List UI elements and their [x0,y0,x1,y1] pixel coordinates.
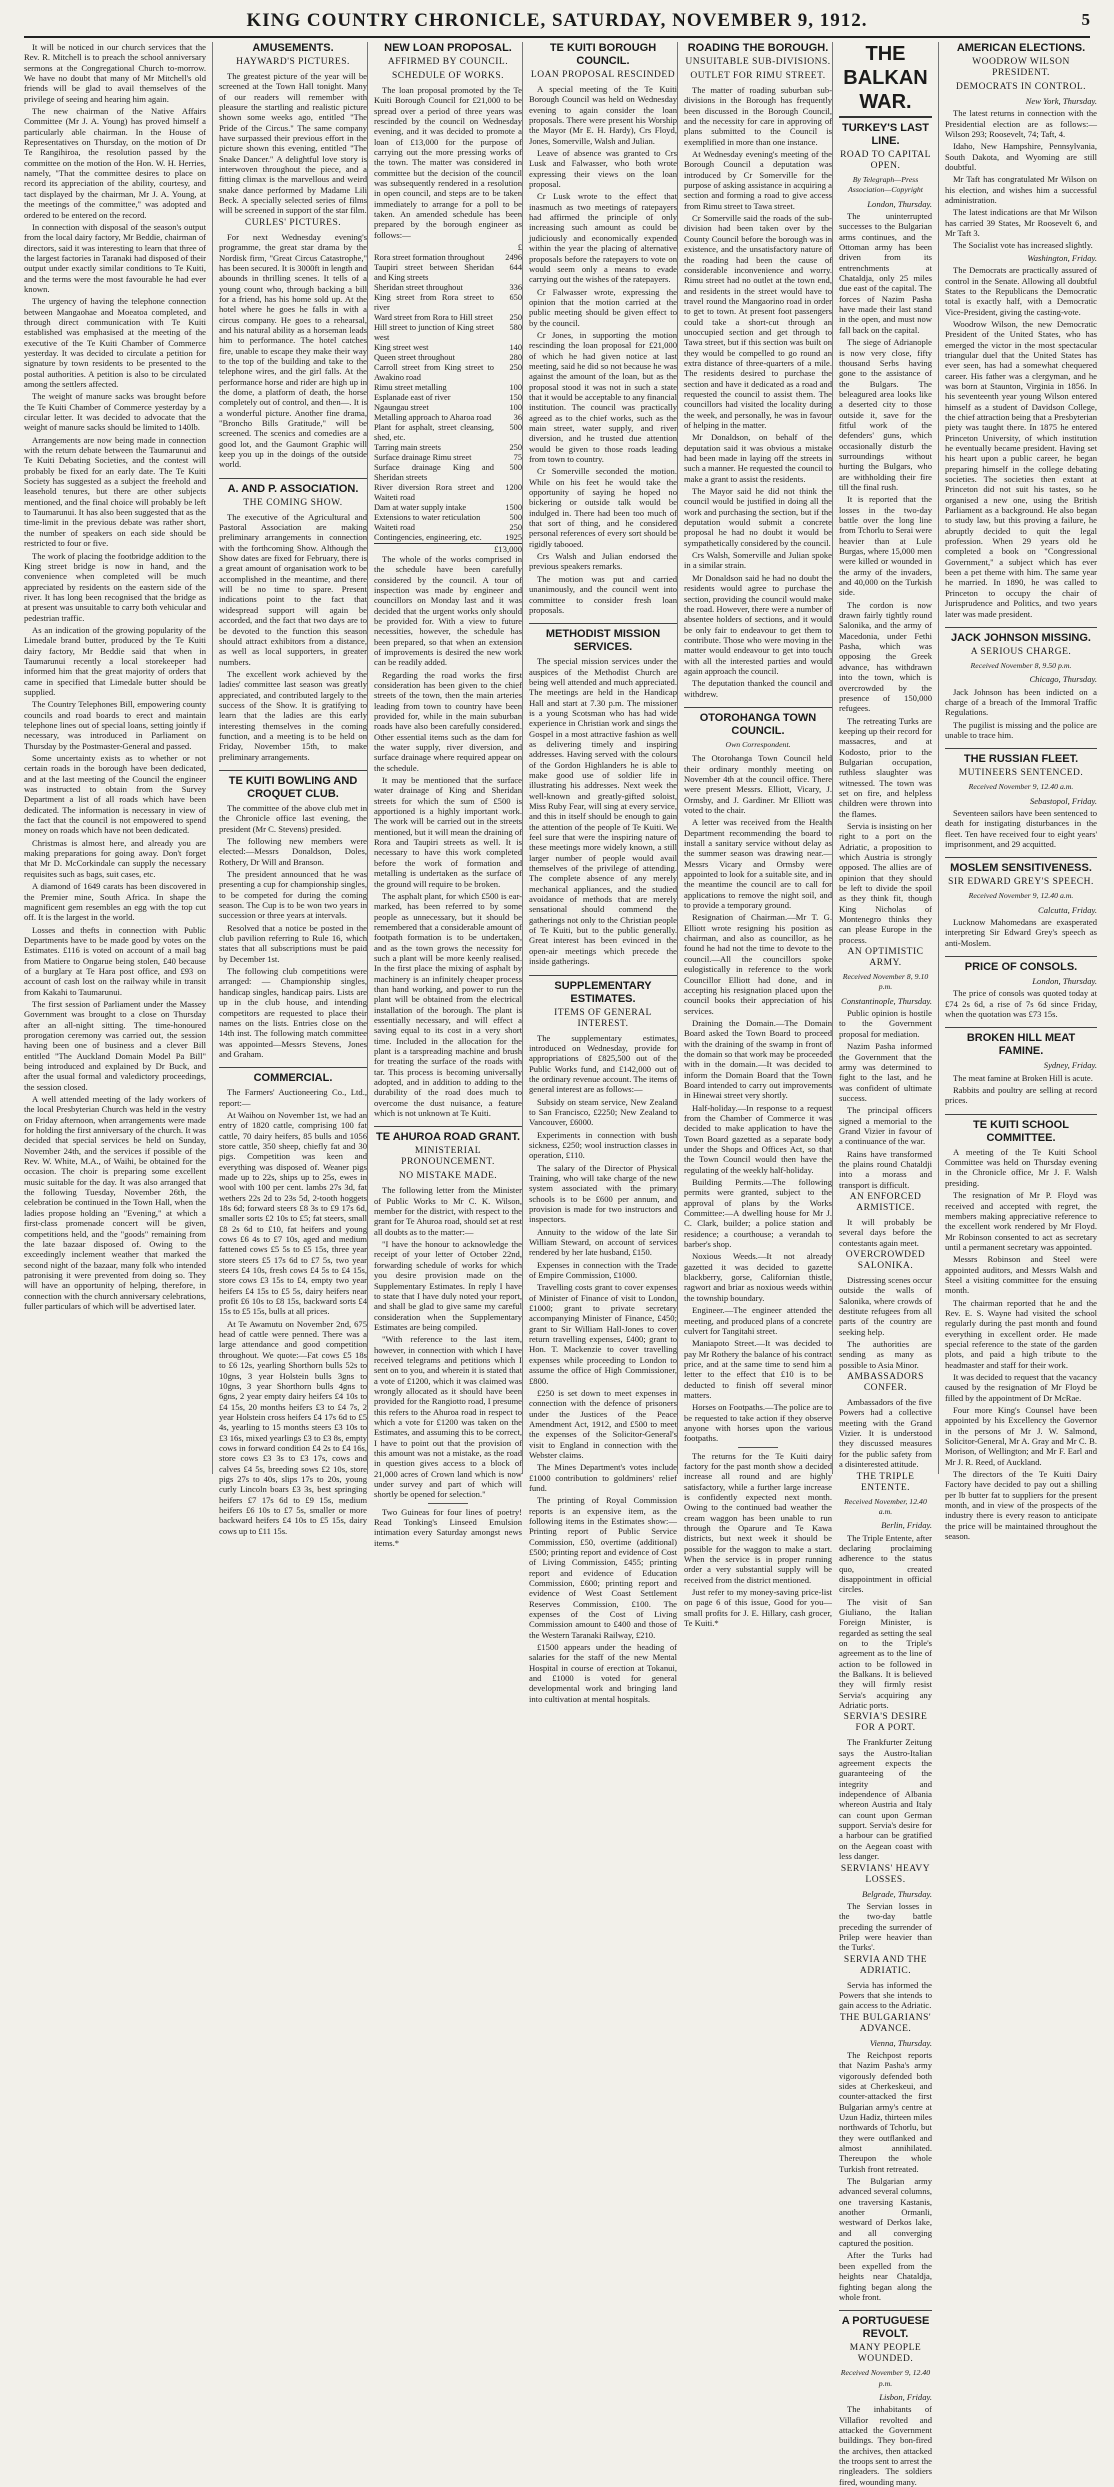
heading-jack-johnson: JACK JOHNSON MISSING. [945,627,1097,645]
paragraph: £1500 appears under the heading of salaries for the staff of the new Mental Hospital in course of erection at Tokanui, and £1000 is voted for general developmental work and bringing land into cultivation at mental hospitals. [529,1642,677,1704]
paragraph: The first session of Parliament under the Massey Government was brought to a close on Thursday after an all-night sitting. The time-honoured prorogation ceremony was carried out, the session having been one of business and a clever Bill entitled "The Auckland Domain Model Pa Bill" being introduced and explained by Dr Buck, and after the usual formal and valedictory proceedings, the session closed. [24,998,206,1092]
schedule-amount: 250 [509,312,522,322]
schedule-row [374,353,522,363]
schedule-amount: 280 [509,352,522,362]
sub-loan: AFFIRMED BY COUNCIL. [387,57,509,67]
paragraph: Travelling costs grant to cover expenses of Minister of Finance of visit to London, £1000; grant to private secretary accompanying Minister of Finance, £450; grant to Sir William Hall-Jones to cover return travelling expenses, £400; grant to Hon. T. Mackenzie to cover travelling expenses while proceeding to London to assume the office of High Commissioner, £800. [529,1282,677,1386]
schedule-row [374,323,522,343]
schedule-item: River diversion Rora street and Waiteti road [374,482,494,502]
schedule-row [374,523,522,533]
paragraph: Lucknow Mahomedans are exasperated interpreting Sir Edward Grey's speech as anti-Moslem. [945,917,1097,948]
paragraph: The visit of San Giuliano, the Italian Foreign Minister, is regarded as setting the seal on to the Triple's agreement as to the line of action to be followed in the Balkans. It is believed they will firmly resist Servia's acquiring any Adriatic ports. [839,1596,932,1711]
schedule-row [374,343,522,353]
paragraph: Public opinion is hostile to the Government proposal for mediation. [839,1008,932,1039]
paragraph: The Country Telephones Bill, empowering county councils and road boards to erect and maintain telephone lines out of special loans, setting jointly if necessary, was introduced in Parliament on Thursday by the Postmaster-General and passed. [24,699,206,751]
sub-hayward: HAYWARD'S PICTURES. [236,57,350,67]
masthead [24,8,1090,38]
heading-moslem: MOSLEM SENSITIVENESS. [945,857,1097,875]
schedule-item: Hill street to junction of King street west [374,322,494,342]
schedule-amount: 250 [509,362,522,372]
paragraph: The urgency of having the telephone connection between Mangaohae and Moeatoa completed, and through direct communication with Te Kuiti established was emphasised at the meeting of the executive of the Te Kuiti Chamber of Commerce yesterday. It was decided to circulate a petition for signature by town residents to be presented to the postal authorities. A petition is also to be circulated among the settlers affected. [24,296,206,389]
paragraph: The president announced that he was presenting a cup for championship singles, to be competed for during the coming season. The Cup is to be won two years in succession or three years at intervals. [219,869,367,921]
paragraph: The uninterrupted successes to the Bulgarian arms continues, and the Ottoman army has been driven from its entrenchments at Chataldja, only 25 miles due east of the capital. The forces of Nazim Pasha have made their last stand in the open, and must now fall back on the capital. [839,211,932,335]
paragraph: £250 is set down to meet expenses in connection with the defence of prisoners under the Justices of the Peace Amendment Act, 1912, and £500 to meet the expenses of the Solicitor-General's visit to England in connection with the Webster claims. [529,1387,677,1460]
paragraph: The greatest picture of the year will be screened at the Town Hall tonight. Many of our readers will remember with pleasure the startling and realistic picture shown some weeks ago, entitled "The Pride of the Circus." The same company have surpassed their previous effort in the picture shown this evening, entitled "The Snake Dancer." A delightful love story is interwoven throughout the piece, and a fitting climax is the marvellous and weird snake dance performed by Madame Lili Beck. A specially selected series of films will be screened in support of the star film. [219,71,367,216]
paragraph: Messrs Robinson and Steel were appointed auditors, and Messrs Walsh and Steel a visiting committee for the ensuing month. [945,1254,1097,1296]
dateline-ny: New York, Thursday. [1025,96,1097,106]
paragraph: The authorities are sending as many as possible to Asia Minor. [839,1339,932,1370]
schedule-item: Esplanade east of river [374,392,451,402]
portugal-received: Received November 9, 12.40 p.m. [840,2368,931,2388]
paragraph: The following new members were elected:—Messrs Donaldson, Doles, Rothery, Dr Will and Branson. [219,836,367,867]
newspaper-title: KING COUNTRY CHRONICLE, SATURDAY, NOVEMBER 9, 1912. [246,10,868,31]
sub-adriatic: SERVIA AND THE ADRIATIC. [843,1954,928,1976]
schedule-amount: 1200 [505,482,522,492]
column-1 [24,42,212,1474]
schedule-row [374,403,522,413]
schedule-row [374,533,522,543]
sub-democrats: DEMOCRATS IN CONTROL. [955,82,1087,92]
paragraph: Expenses in connection with the Trade of Empire Commission, £1000. [529,1259,677,1281]
schedule-amount: 250 [509,522,522,532]
heading-balkan-war: THE BALKAN WAR. [839,42,932,118]
sub-army: AN OPTIMISTIC ARMY. [847,947,924,969]
schedule-item: Ngaungau street [374,402,429,412]
paragraph: Noxious Weeds.—It not already gazetted it was decided to gazette blackberry, gorse, Californian thistle, ragwort and briar as noxious weeds within the township boundary. [684,1251,832,1303]
schedule-row [374,483,522,503]
paragraph: The Reichpost reports that Nazim Pasha's army vigorously defended both sides at Cherkeskeui, and counter-attacked the first Bulgarian army's centre at Uzun Hadiz, thirteen miles northwards of Tchorlu, but they were outflanked and almost annihilated. Thereupon the whole Turkish front retreated. [839,2049,932,2174]
sub-moslem: SIR EDWARD GREY'S SPEECH. [948,877,1094,888]
paragraph: The salary of the Director of Physical Training, who will take charge of the new system associated with the primary schools is to be £600 per annum, and provision is made for two instructors and inspectors. [529,1162,677,1225]
moslem-received: Received November 9, 12.40 a.m. [968,891,1074,901]
paragraph: Rains have transformed the plains round Chataldji into a morass and transport is difficult. [839,1148,932,1190]
paragraph: Annuity to the widow of the late Sir William Steward, on account of services rendered by her late husband, £150. [529,1226,677,1258]
schedule-item: Extensions to water reticulation [374,512,481,522]
paragraph: Leave of absence was granted to Crs Lusk and Falwasser, who both wrote expressing their views on the loan proposal. [529,148,677,190]
paragraph: The retreating Turks are keeping up their record for massacres, and at Kodosto, prior to the Bulgarian occupation, ruthless slaughter was witnessed. The town was set on fire, and helpless children were thrown into the flames. [839,715,932,819]
schedule-row [374,393,522,403]
paragraph: The following letter from the Minister of Public Works to Mr C. K. Wilson, member for the district, with respect to the grant for Te Ahuroa road, should set at rest all doubts as to the matter:— [374,1185,522,1237]
schedule-row [374,423,522,443]
sub-losses: SERVIANS' HEAVY LOSSES. [840,1863,931,1885]
dateline-belgrade: Belgrade, Thursday. [862,1888,932,1899]
schedule-row [374,453,522,463]
column-4 [522,42,683,1704]
paragraph: It may be mentioned that the surface water drainage of King and Sheridan streets for which the sum of £500 is apportioned is a highly important work. The work will be carried out in the streets mentioned, but it will mean the draining of Rora and Taupiri streets as well. It is necessary to have this work completed before the work of formation and metalling is undertaken as the surface of the ground will require to be broken. [374,775,522,889]
paragraph: A special meeting of the Te Kuiti Borough Council was held on Wednesday evening to again consider the loan proposals. There were present his Worship the Mayor (Mr E. H. Hardy), Crs Floyd, Jones, Somerville, Walsh and Julian. [529,84,677,146]
paragraph: The printing of Royal Commission reports is an expensive item, as the following items in the Estimates show:—Printing report of Public Service Commission, £50, overtime (additional) £500; printing report and evidence of Cost of Living Commission, £455; printing report and evidence of Education Commission, £600; printing report and evidence of West Coast Settlement Reserves Commission, £100. The expenses of the Cost of Living Commission amount to £400 and those of the Western Taranaki Railway, £210. [529,1495,677,1640]
paragraph: The Frankfurter Zeitung says the Austro-Italian agreement expects the guaranteeing of the integrity and independence of Albania whereon Austria and Italy can count upon German support. Servia's desire for a harbour can be gratified on the Aegean coast with less danger. [839,1737,932,1862]
paragraph: It will probably be several days before the contestants again meet. [839,1216,932,1248]
schedule-row [374,383,522,393]
paragraph: The Bulgarian army advanced several columns, one traversing Kastanis, another Ormanli, westward of Derkos lake, and all converging captured the position. [839,2176,932,2249]
heading-russian: THE RUSSIAN FLEET. [945,748,1097,766]
paragraph: It will be noticed in our church services that the Rev. R. Mitchell is to preach the school anniversary sermons at the Congregational Church to-morrow. We have no doubt that many of Mr Mitchell's old friends will be glad to avail themselves of the privilege of seeing and hearing him again. [24,42,206,104]
paragraph: The matter of roading suburban sub-divisions in the Borough has frequently been discussed in the Borough Council, and the necessity for care in approving of plans submitted to the Council is exemplified in more than one instance. [684,85,832,147]
american-text [945,108,1097,250]
dateline-constantinople: Constantinople, Thursday. [841,995,932,1006]
schedule-row [374,463,522,483]
paragraph: Ambassadors of the five Powers had a collective meeting with the Grand Vizier. It is understood they discussed measures for the public safety from a disinterested attitude. [839,1397,932,1470]
paragraph: Mr Donaldson, on behalf of the deputation said it was obvious a mistake had been made in laying off the streets in such a manner. He requested the council to make a grant to assist the residents. [684,432,832,484]
heading-methodist: METHODIST MISSION SERVICES. [529,623,677,654]
schedule-row [374,263,522,283]
loan-text [374,85,522,240]
heading-loan: NEW LOAN PROPOSAL. [384,42,512,54]
schedule-row [374,283,522,293]
schedule-amount: 650 [509,292,522,302]
schedule-item: Rimu street metalling [374,382,447,392]
paragraph: Cr Somerville seconded the motion. While on his feet he would take the opportunity of saying he hoped no bickering or outside talk would be indulged in. There had been too much of that sort of thing, and he considered personal references of every sort should be rigidly tabooed. [529,466,677,549]
schedule-row [374,413,522,423]
schedule-amount: 100 [509,402,522,412]
sub-roading: UNSUITABLE SUB-DIVISIONS. [685,57,831,67]
sub-ap: THE COMING SHOW. [243,497,343,508]
supplementary-text [529,1033,677,1705]
paragraph: Arrangements are now being made in connection with the return debate between the Taumarunui and Te Kuiti Debating Societies, and the contest will probably be fixed for an early date. The Te Kuiti Society has suggested as a subject the freehold and leasehold tenures, but there are other subjects mentioned, and the final choice will probably be left to Taumarunui. It has also been suggested that as the time-limit in the previous debate was rather short, the number of speakers on each side should be restricted to four or five. [24,434,206,549]
schedule-row [374,313,522,323]
paragraph: It is reported that the losses in the two-day battle over the long line from Tchorlu to Serai were heavier than at Lule Burgas, where 15,000 men were killed or wounded in the army of the invaders, and 40,000 on the Turkish side. [839,494,932,598]
sub-jack: A SERIOUS CHARGE. [970,646,1072,657]
schedule-amount: 500 [509,512,522,522]
paragraph: In connection with disposal of the season's output from the local dairy factory, Mr Beddie, chairman of directors, said it was interesting to learn that three of the largest factories in Taranaki had disposed of their output under exactly similar conditions to Te Kuiti, and the terms were the most favourable he had ever known. [24,221,206,294]
schedule-amount: 500 [509,422,522,432]
schedule-table [374,253,522,543]
dateline-chicago: Chicago, Thursday. [1029,674,1097,685]
schedule-amount: 580 [509,322,522,332]
heading-amusements: AMUSEMENTS. [252,42,334,54]
paragraph: Nazim Pasha informed the Government that the army was determined to fight to the last, and he was confident of ultimate success. [839,1041,932,1103]
schedule-amount: 250 [509,442,522,452]
schedule-item: Plant for asphalt, street cleansing, shed, etc. [374,422,494,442]
schedule-amount: 100 [509,382,522,392]
paragraph: A meeting of the Te Kuiti School Committee was held on Thursday evening in the Chronicle office, Mr J. F. Walsh presiding. [945,1146,1097,1188]
schedule-item: Rora street formation throughout [374,252,485,262]
paragraph: The special mission services under the auspices of the Methodist Church are being well attended and much appreciated. The meetings are held in the Handicap Hall and start at 7.30 p.m. The missioner is a young Scotsman who has had wide experience in Christian work and sings the Gospel in a most attractive fashion as well as delivering timely and inspiring addresses. Having served with the colours of the Gordon Highlanders he is able to make good use of soldier life in illustrating his addresses. Next week the well-known and greatly-gifted soloist, Miss Ruby Fear, will sing at every service, and this in itself should be enough to gain the attention of the people of Te Kuiti. We feel sure that were the inspiring nature of these meetings more widely known, a still larger number of people would avail themselves of the privilege of attending. The complete absence of any merely mechanical appliances, and the studied avoidance of methods that are merely sensational should commend the gatherings not only to the Christian people of Te Kuiti, but to the public generally. Great interest has been evinced in the open-air meetings which precede the inside gatherings. [529,656,677,967]
schedule-item: Taupiri street between Sheridan and King streets [374,262,494,282]
heading-american: AMERICAN ELECTIONS. [956,42,1086,54]
sub-entente: THE TRIPLE ENTENTE. [856,1471,915,1493]
paragraph: Cr Falwasser wrote, expressing the opinion that the motion carried at the public meeting should be given effect to by the council. [529,286,677,328]
paragraph: Resignation of Chairman.—Mr T. G. Elliott wrote resigning his position as chairman, and also as councillor, as he found he had not the time to devote to the council.—All the councillors spoke eulogistically in reference to the work Councillor Elliott had done, and in accepting his resignation placed upon the council books their appreciation of his services. [684,912,832,1016]
schedule-item: Dam at water supply intake [374,502,467,512]
paragraph: Christmas is almost here, and already you are making preparations for going away. Don't forget that Mr D. McCorkindale can supply the necessary requisites such as bags, suit cases, etc. [24,837,206,879]
paragraph: The price of consols was quoted today at £74 2s 6d, a rise of 7s 6d since Friday, when the quotation was £73 15s. [945,988,1097,1020]
moslem-text [945,917,1097,948]
paragraph: The latest returns in connection with the Presidential election are as follows:—Wilson 293; Roosevelt, 74; Taft, 4. [945,108,1097,140]
heading-turkey: TURKEY'S LAST LINE. [842,122,929,147]
paragraph: A letter was received from the Health Department recommending the board to install a sanitary service without delay as the summer season was drawing near.—Messrs Vicary and Ormsby were appointed to look for a suitable site, and in the meantime the council are to call for applications to remove the night soil, and to provide a temporary ground. [684,817,832,911]
schedule-item: Queen street throughout [374,352,455,362]
schedule-amount: 500 [509,462,522,472]
paragraph: The cordon is now drawn fairly tightly round Salonika, and the army of Macedonia, under Fethi Pasha, which was opposing the Greek advance, has withdrawn into the town, which is overcrowded by the presence of 150,000 refugees. [839,599,932,714]
paragraph: The latest indications are that Mr Wilson has carried 39 States, Mr Roosevelt 6, and Mr Taft 3. [945,207,1097,239]
heading-ap: A. AND P. ASSOCIATION. [219,478,367,496]
paragraph: The weight of manure sacks was brought before the Te Kuiti Chamber of Commerce yesterday by a circular letter. It was decided to advocate that the weight of manure sacks should be limited to 140lb. [24,391,206,433]
schedule-item: Waiteti road [374,522,415,532]
paragraph: Cr Lusk wrote to the effect that inasmuch as two meetings of ratepayers had affirmed the principle of only increasing such amount as could be judiciously and economically expended within the year the placing of alternative proposals before the ratepayers to vote on would seem only a means to evade carrying out the wishes of the ratepayers. [529,191,677,285]
heading-supplementary: SUPPLEMENTARY ESTIMATES. [529,975,677,1006]
paragraph: The Mayor said he did not think the council would be justified in doing all the work and purchasing the section, but if the deputation would submit a concrete proposal he had no doubt it would be sympathetically considered by the council. [684,486,832,548]
sub-aharoa: MINISTERIAL PRONOUNCEMENT. [401,1146,495,1168]
russ-received: Received November 9, 12.40 a.m. [968,782,1074,792]
heading-consols: PRICE OF CONSOLS. [945,956,1097,974]
sub-bulgarians: THE BULGARIANS' ADVANCE. [839,2012,932,2034]
paragraph: Rabbits and poultry are selling at record prices. [945,1085,1097,1106]
paragraph: The motion was put and carried unanimously, and the council went into committee to consider fresh loan proposals. [529,573,677,615]
paragraph: The following club competitions were arranged: — Championship singles, handicap singles, handicap pairs. Lists are up in the club house, and intending competitors are requested to place their names on the lists. Entries close on the 14th inst. The following match committee was appointed—Messrs Stevens, Jones and Graham. [219,966,367,1059]
sub-curles: CURLES' PICTURES. [244,217,342,228]
schedule-row [374,253,522,263]
paragraph: Mr Taft has congratulated Mr Wilson on his election, and wishes him a successful administration. [945,174,1097,206]
paragraph: The resignation of Mr P. Floyd was received and accepted with regret, the members making appreciative reference to the excellent work rendered by Mr Floyd. Mr Robinson consented to act as secretary until a permanent secretary was appointed. [945,1190,1097,1252]
paragraph: The executive of the Agricultural and Pastoral Association are making preliminary arrangements in connection with the forthcoming Show. Although the Show dates are fixed for February, there is a great amount of organisation work to be accomplished in the meantime, and there will be no time to spare. Present indications point to the fact that widespread support will again be accorded, and the fact that two days are to be devoted to the function this season should attract exhibitors from a distance, as well as local supporters, in greater numbers. [219,511,367,667]
heading-portugal: A PORTUGUESE REVOLT. [839,2310,932,2341]
methodist-text [529,656,677,966]
paragraph: Distressing scenes occur outside the walls of Salonika, where crowds of destitute refugees from all parts of the country are seeking help. [839,1275,932,1337]
paragraph: Resolved that a notice be posted in the club pavilion referring to Rule 16, which states that all subscriptions must be paid by December 1st. [219,922,367,964]
paragraph: The meat famine at Broken Hill is acute. [953,1072,1093,1083]
borough-text [529,84,677,615]
schedule-item: Metalling approach to Aharoa road [374,412,492,422]
paragraph: Servia is insisting on her right to a port on the Adriatic, a proposition to which Austria is strongly opposed. The allies are of opinion that they should be left to divide the spoil as they think fit, though King Nicholas of Montenegro thinks they can please Europe in the process. [839,820,932,945]
amusements-text [219,71,367,216]
paragraph: A diamond of 1649 carats has been discovered in the Premier mine, South Africa. In shape the magnificent gem resembles an egg with the top cut off. It is the largest in the world. [24,881,206,923]
bowling-text [219,803,367,1059]
sub-mistake: NO MISTAKE MADE. [398,1171,498,1182]
paragraph: Idaho, New Hampshire, Pennsylvania, South Dakota, and Wyoming are still doubtful. [945,141,1097,173]
dateline-sydney: Sydney, Friday. [1043,1060,1097,1071]
schedule-item: Ward street from Rora to Hill street [374,312,493,322]
schedule-row [374,363,522,383]
heading-school: TE KUITI SCHOOL COMMITTEE. [945,1114,1097,1145]
paragraph: Half-holiday.—In response to a request from the Chamber of Commerce it was decided to make application to have the Town Board gazetted as a separate body under the Shops and Offices Act, so that the Town Council would then have the regulating of the weekly half-holiday. [684,1102,832,1175]
sub-russian: MUTINEERS SENTENCED. [958,768,1084,779]
paragraph: Some uncertainty exists as to whether or not certain roads in the borough have been dedicated, and at the last meeting of the Council the engineer was instructed to obtain from the Survey Department a list of all roads which have been dedicated. The information is necessary in view of the fact that the council is not empowered to spend money on roads which have not been dedicated. [24,753,206,836]
dateline-lisbon: Lisbon, Friday. [879,2391,932,2402]
column-6 [832,42,938,2487]
paragraph: Crs Walsh and Julian endorsed the previous speakers remarks. [529,551,677,572]
consols-text [945,988,1097,1019]
paragraph: "I have the honour to acknowledge the receipt of your letter of October 22nd, forwarding schedule of works for which you desire provision made on the Supplementary Estimates. In reply I have to state that I have duly noted your report, and shall be glad to give same my careful consideration when the Supplementary Estimates are being compiled. [374,1239,522,1332]
paragraph: Regarding the road works the first consideration has been given to the chief streets of the town, then the main arteries leading from town to country have been provided for, while in the main suburban roads have also been carefully considered. Other essential items such as the dam for the water supply, river diversion, and surface drainage where required appear on the schedule. [374,669,522,773]
paragraph: Woodrow Wilson, the new Democratic President of the United States, who has emerged the victor in the most spectacular triangular duel that the United States has ever seen, has had a somewhat chequered career. His father was a clergyman, and he was born at Staunton, Virginia in 1856. In his seventeenth year young Wilson entered himself as a student of Davidson College, the chief attraction being that a Presbyterian piety was taught there. In 1875 he entered Princeton University, of which institution he eventually became president. Having set his heart upon a public career, he began preparing himself in the college debating societies. The societies then extant at Princeton did not suit his tastes, so he organised a new one, using the British Parliament as a background. He also began to study law, but this proving a failure, he abruptly decided to quit the legal profession. When 29 years old he completed a book on "Congressional Government," a subject which has ever been a pet theme with him. The same year he married. In 1890, he was called to Princeton to occupy the chair of Jurisprudence and Politics, and two years later was made president. [945,318,1097,619]
dateline-calcutta: Calcutta, Friday. [1038,904,1097,915]
paragraph: The loan proposal promoted by the Te Kuiti Borough Council for £21,000 to be spread over a period of three years was rescinded by the council on Wednesday evening, and it was decided to promote a loan of £13,000 for the purpose of carrying out the more pressing works of the town. The matter was considered in committee but the decision of the council was subsequently rendered in a resolution in open council, and steps are to be taken immediately to arrange for a poll to be taken. An amended schedule has been prepared by the borough engineer as follows:— [374,85,522,240]
aharoa-text [374,1185,522,1499]
loan-text-2 [374,554,522,1119]
paragraph: The deputation thanked the council and withdrew. [684,678,832,699]
schedule-row [374,443,522,453]
byline-press: By Telegraph—Press Association—Copyright [848,175,923,195]
sub-salonika: OVERCROWDED SALONIKA. [845,1250,926,1271]
paragraph: The new chairman of the Native Affairs Committee (Mr J. A. Young) has proved himself a particularly able chairman. In the House of Representatives on Thursday, on the motion of Dr Te Rangihiroa, the resolution passed by the committee on the motion of the Hon. W. H. Herries, namely, "That the committee desires to place on record its appreciation of the ability, courtesy, and tact displayed by the chairman, Mr J. A. Young, at the meetings of the committee," was adopted and ordered to be entered on the record. [24,106,206,220]
paragraph: Servia has informed the Powers that she intends to gain access to the Adriatic. [839,1979,932,2011]
schedule-row [374,503,522,513]
schedule-row [374,293,522,313]
paragraph: The Otorohanga Town Council held their ordinary monthly meeting on November 4th at the council office. There were present Messrs. Elliott, Vicary, J. Ormsby, and J. Gardiner. Mr Elliott was voted to the chair. [684,753,832,815]
paragraph: After the Turks had been expelled from the heights near Chataldja, fighting began along the whole front. [839,2250,932,2302]
sub-servia: SERVIA'S DESIRE FOR A PORT. [843,1712,928,1734]
paragraph: The Triple Entente, after declaring proclaiming adherence to the status quo, created disappointment in official circles. [839,1532,932,1595]
paragraph: Experiments in connection with bush sickness, £250; wool instruction classes in operation, £110. [529,1129,677,1161]
dairy-text [684,1451,832,1629]
heading-borough: TE KUITI BOROUGH COUNCIL. [549,42,657,67]
paragraph: The work of placing the footbridge addition to the King street bridge is now in hand, and the convenience when completed will be much appreciated by residents on the eastern side of the river. It has long been recognised that the bridge as at present was unsuitable to carry both vehicular and pedestrian traffic. [24,550,206,623]
paragraph: Building Permits.—The following permits were granted, subject to the approval of plans by the Works Committee:—A dwelling house for Mr J. C. Clark, builder; a police station and residence; a courthouse; a verandah to barber's shop. [684,1177,832,1250]
schedule-amount: 75 [513,452,522,462]
schedule-amount: 644 [509,262,522,272]
column-5 [677,42,838,1629]
sub-schedule: SCHEDULE OF WORKS. [391,71,504,81]
otorohanga-text [684,753,832,1443]
dateline-vienna: Vienna, Thursday. [869,2037,932,2048]
paragraph: Four more King's Counsel have been appointed by his Excellency the Governor in the persons of Mr J. W. Salmond, Solicitor-General, Mr A. Gray and Mr C. B. Morison, of Wellington; and Mr F. Earl and Mr J. R. Reed, of Auckland. [945,1405,1097,1467]
heading-aharoa: TE AHUROA ROAD GRANT. [374,1126,522,1144]
sub-borough: LOAN PROPOSAL RESCINDED [530,70,676,80]
schedule-item: Surface drainage King and Sheridan streets [374,462,494,482]
schedule-amount: 1925 [505,532,522,542]
sub-armistice: AN ENFORCED ARMISTICE. [849,1191,922,1213]
schedule-amount: 36 [513,412,522,422]
paragraph: The Democrats are practically assured of control in the Senate. Allowing all doubtful States to the Republicans the Democratic total is exactly half, with a Democratic Vice-President, giving the casting-vote. [945,265,1097,317]
dateline-berlin: Berlin, Friday. [881,1520,932,1531]
paragraph: Cr Jones, in supporting the motion rescinding the loan proposal for £21,000 of which he had given notice at last meeting, said he did so not because he was against the amount of the loan, but as the proposal stood it was not in such a state that it would be acceptable to any financial institution. The council was practically agreed as to the chief works, such as the main street, water supply, and river diversion, and he trusted due attention would be given to those roads leading from town to country. [529,329,677,465]
dateline-london-2: London, Thursday. [1032,976,1097,987]
paragraph: The inhabitants of Villafior revolted and attacked the Government buildings. They bon-fired the archives, then attacked the troops sent to arrest the ringleaders. The soldiers fired, wounding many. [839,2404,932,2487]
curles-text [219,232,367,470]
paragraph: The Socialist vote has increased slightly. [953,240,1093,251]
paragraph: The returns for the Te Kuiti dairy factory for the past month show a decided increase all round and are highly satisfactory, while a further large increase is confidently expected next month. Owing to the continued bad weather the cream waggon has been unable to run through the Oparure and Te Kawa districts, but next week it should be possible for the waggon to make a start. When the service is in proper running order a very substantial supply will be received from the district mentioned. [684,1450,832,1585]
heading-roading: ROADING THE BOROUGH. [687,42,829,54]
paragraph: The chairman reported that he and the Rev. E. S. Wayne had visited the school regularly during the past month and found everything in excellent order. He made special reference to the state of the garden plots, and paid a high tribute to the headmaster and staff for their work. [945,1297,1097,1370]
heading-broken-hill: BROKEN HILL MEAT FAMINE. [945,1027,1097,1058]
paragraph: The whole of the works comprised in the schedule have been carefully considered by the council. A tour of inspection was made by engineer and councillors on Monday last and it was decided that the urgent works only should be provided for. With a view to future necessities, however, the schedule has been prepared, so that when an extension of improvements is desired the new work can be readily added. [374,553,522,668]
column-2 [212,42,373,1536]
sub-ambassadors: AMBASSADORS CONFER. [847,1372,924,1394]
paragraph: At Wednesday evening's meeting of the Borough Council a deputation was introduced by Cr Somerville for the purpose of asking assistance in acquiring a section and forming a road to give access from Rimu street to Tawa street. [684,149,832,211]
column-7 [938,42,1097,1542]
schedule-amount: 2496 [505,252,522,262]
paragraph: Seventeen sailors have been sentenced to death for instigating disturbances in the fleet. Ten have received four to eight years' imprisonment, and 29 acquitted. [945,807,1097,849]
paragraph: Crs Walsh, Somerville and Julian spoke in a similar strain. [684,550,832,571]
dateline-london: London, Thursday. [867,198,932,209]
paragraph: Horses on Footpaths.—The police are to be requested to take action if they observe anyone with horses upon the various footpaths. [684,1402,832,1444]
paragraph: Losses and thefts in connection with Public Departments have to be made good by votes on the Estimates. £116 is voted on account of a mail bag from Matiere to Ongarue being stolen, £40 because of a burglary at Te Hara post office, and £93 on account of cash lost on the railway while in transit from Kakahi to Taumarunui. [24,924,206,997]
army-received: Received November 8, 9.10 p.m. [842,972,929,992]
schedule-item: Surface drainage Rimu street [374,452,472,462]
schedule-total: £13,000 [374,543,522,554]
schedule-amount: 336 [509,282,522,292]
entente-received: Received November, 12.40 a.m. [844,1496,927,1516]
schedule-item: Carroll street from King street to Awakino road [374,362,494,382]
paragraph: The excellent work achieved by the ladies' committee last season was greatly appreciated, and contributed largely to the success of the Show. It is gratifying to learn that the ladies are this early interesting themselves in the coming function, and a meeting is to be held on Friday, November 15th, to make preliminary arrangements. [219,668,367,762]
sub-wilson: WOODROW WILSON PRESIDENT. [972,57,1070,78]
jack-text [945,687,1097,741]
jack-received: Received November 8, 9.50 p.m. [970,660,1072,670]
paragraph: At Waihou on November 1st, we had an entry of 1820 cattle, comprising 100 fat cattle, 70 dairy heifers, 85 bulls and 1056 store cattle, 350 sheep, chiefly fat and 30 pigs. Competition was keen and everything was disposed of. Weaner pigs made up to 22s, ships up to 25s, ewes in wool with 100 per cent. lambs 27s 3d, fat wethers 22s 2d to 23s 5d, 2-tooth hoggets 18s 6d; forward steers £8 3s to £9 17s 6d, smaller sorts £2 10s to £5; fat steers, small £8 2s 6d to £10, fat heifers and young cows £6 4s to £7 10s, aged and medium fattened cows £5 5s to £5 15s, three year store steers £5 17s 6d to £7 5s, two year steers £4 10s, fresh cows £4 5s to £4 15s, store cows £3 15s to £4, empty two year heifers £4 15s to £5 5s, dairy heifers near profit £6 10s to £8 15s, backward sorts £4 15s to £5 15s, bulls at all prices. [219,1109,367,1317]
school-text [945,1147,1097,1542]
otor-own-correspondent: Own Correspondent. [725,739,791,749]
paragraph: The principal officers signed a memorial to the Grand Vizier in favour of a continuance of the war. [839,1105,932,1147]
schedule-item: King street from Rora street to river [374,292,494,312]
sub-turkey: ROAD TO CAPITAL OPEN. [840,150,931,171]
schedule-amount: 1500 [505,502,522,512]
schedule-item: Contingencies, engineering, etc. [374,532,482,542]
commercial-text [219,1087,367,1536]
page-number: 5 [1081,10,1090,29]
paragraph: Just refer to my money-saving price-list on page 6 of this issue, Good for you—small profits for J. E. Hillary, cash grocer, Te Kuiti.* [684,1587,832,1629]
schedule-item: Tarring main streets [374,442,441,452]
paragraph: It was decided to request that the vacancy caused by the resignation of Mr Floyd be filled by the appointment of Dr McRae. [945,1372,1097,1403]
paragraph: "With reference to the last item, however, in connection with which I have received telegrams and petitions which I sent on to you, and wherein it is stated that a vote of £1200, which it was claimed was wrongly allocated as it should have been provided for the Rangiotto road, I presume this refers to the Ahuroa road in respect to which a vote for £1200 was taken on the Estimates, and assuming this to be correct, I have to point out that the provision of this amount was not a mistake, as the road in question gives access to a block of 21,000 acres of Crown land which is now under survey and part of which will shortly be opened for selection." [374,1334,522,1500]
paragraph: The siege of Adrianople is now very close, fifty thousand Serbs having gone to the assistance of the Bulgars. The beleagured area looks like a deserted city to those outside it, save for the fitful work of the defenders' guns, which occasionally disturb the surroundings without hurting the Bulgars, who are withholding their fire till the final rush. [839,337,932,492]
american-text-2 [945,265,1097,619]
paragraph: Draining the Domain.—The Domain Board asked the Town Board to proceed with the draining of the swamp in front of the domain so that work may be proceeded with in the domain.—It was decided to inform the Domain Board that the Town Board intended to carry out improvements in Hinewai street very shortly. [684,1017,832,1101]
heading-bowling: TE KUITI BOWLING AND CROQUET CLUB. [219,770,367,801]
paragraph: A well attended meeting of the lady workers of the local Presbyterian Church was held in the vestry on Friday afternoon, when arrangements were made for holding the first anniversary of the church. It was decided that special services be held on Sunday, November 24th, and the services if possible of the Rev. W. White, M.A., of Waihi, be obtained for the occasion. The choir is preparing some excellent music suitable for the day. It was also arranged that the following Tuesday, November 26th, the celebration be continued in the Town Hall, when the ladies propose holding an "Evening," at which a first-class promenade concert will be given, competitions held, and the "goods" remaining from the late bazaar disposed of. Owing to the exceedingly inclement weather that marked the second night of the bazaar, many folk who intended patronising it were prevented from doing so. They will have an opportunity of helping, therefore, in connection with the church anniversary celebrations, fuller particulars of which will be advertised later. [24,1094,206,1311]
dateline-sebastopol: Sebastopol, Friday. [1029,795,1097,806]
paragraph: The asphalt plant, for which £500 is ear-marked, has been referred to by some people as unnecessary, but it should be remembered that a considerable amount of footpath formation is to be undertaken, and as the town grows the necessity for such a plant will be more keenly realised. In the first place the mixing of asphalt by machinery is an infinitely cheaper process than hand working, and power to run the plant will be obtained from the electrical installation of the borough. The plant is essentially necessary, and will effect a saving equal to its cost in a very short time. Included in the allocation for the plant is a tarspreading machine and brush for treating the surface of the roads with tar. This process is becoming universally adopted, and in addition to adding to the durability of the road does much to overcome the dust nuisance, a feature which is not unknown at Te Kuiti. [374,890,522,1119]
paragraph: The committee of the above club met in the Chronicle office last evening, the president (Mr C. Stevens) presided. [219,802,367,834]
schedule-item: Sheridan street throughout [374,282,463,292]
russian-text [945,808,1097,849]
schedule-amount: 150 [509,392,522,402]
schedule-amount: 140 [509,342,522,352]
column-3 [367,42,528,1548]
paragraph: For next Wednesday evening's programme, the great star drama by the Nordisk firm, "Great Circus Catastrophe," has been secured. It is 3000ft in length and abounds in thrilling scenes. It tells of a young count who, through backing a bill for a friend, has his home sold up. At the hotel where he goes he falls in with a circus company. He goes to a rehearsal, and his natural ability as a horseman leads him to performance. The hotel catches fire, unable to escape they make their way to the top of the building and take to the telephone wires, and the girl falls. At the performance horse and rider are high up in the dome, a platform of death, the horse completely out of control, and then—. It is a wonderful picture. Another fine drama, "Broncho Bills Gratitude," will be screened. The scenics and comedies are a good lot, and the Gaumont Graphic will keep you up in the doings of the outside world. [219,231,367,470]
roading-text [684,85,832,699]
dateline-washington: Washington, Friday. [1027,252,1097,263]
paragraph: The pugilist is missing and the police are unable to trace him. [945,719,1097,740]
paragraph: The Farmers' Auctioneering Co., Ltd., report:— [219,1087,367,1108]
sub-outlet: OUTLET FOR RIMU STREET. [690,71,826,81]
sub-supplementary: ITEMS OF GENERAL INTEREST. [554,1007,652,1029]
paragraph: Engineer.—The engineer attended the meeting, and produced plans of a concrete culvert for Tangitahi street. [684,1305,832,1336]
paragraph: The Mines Department's votes include £1000 contribution to goldminers' relief fund. [529,1462,677,1493]
paragraph: As an indication of the growing popularity of the Limedale brand butter, produced by the Te Kuiti dairy factory, Mr Beddie said that when in Taumarunui recently a local storekeeper had informed him that the great majority of orders that came in specified that Limedale butter should be supplied. [24,624,206,697]
sub-portugal: MANY PEOPLE WOUNDED. [849,2343,922,2365]
heading-otorohanga: OTOROHANGA TOWN COUNCIL. [684,707,832,738]
ap-text [219,512,367,762]
paragraph: The supplementary estimates, introduced on Wednesday, provide for appropriations of £825,500 out of the Public Works fund, and £142,000 out of the ordinary revenue account. The items of general interest are as follows:— [529,1032,677,1095]
paragraph: Subsidy on steam service, New Zealand to San Francisco, £2250; New Zealand to Vancouver, £6000. [529,1096,677,1128]
paragraph: Jack Johnson has been indicted on a charge of a breach of the Immoral Traffic Regulations. [945,686,1097,718]
paragraph: At Te Awamutu on November 2nd, 675 head of cattle were penned. There was a large attendance and good competition throughout. We quote:—Fat cows £5 18s to £6 12s, yearling Shorthorn bulls 52s to 10gns, 3 year Holstein bulls 3gns to 10gns, 3 year Shorthorn bulls 4gns to 6gns, 2 year empty dairy heifers £4 10s to £4 15s, 20 months heifers £3 to £4 7s, 2 year Holstein cross heifers £4 17s 6d to £5 4s, yearling to 15 months steers £3 10s to £3 16s, mixed yearlings £3 to £3 8s, empty cows in forward condition £4 2s to £4 16s, store cows £3 3s to £3 17s, cows and calves £4 5s, breeding sows £2 10s, store pigs 27s to 40s, slips 17s to 20s, young curly Lincoln boars £3 3s, best springing heifers £7 17s 6d to £9 15s, medium heifers £6 10s to £7 5s, smaller or more backward heifers £4 10s to £5 15s, dairy cows up to £11 15s. [219,1318,367,1536]
schedule-row [374,513,522,523]
paragraph: Mr Donaldson said he had no doubt the residents would agree to purchase the section, providing the council would make the road. However, there were a number of absentee holders of sections, and it would be only fair to endeavour to get them to contribute. Those who were moving in the matter would endeavour to get into touch with all the interested parties and would again approach the council. [684,572,832,676]
linseed-ad: Two Guineas for four lines of poetry! Read Tonking's Linseed Emulsion intimation every Saturday amongst news items.* [374,1506,522,1548]
paragraph: Cr Somerville said the roads of the sub-division had been taken over by the County Council before the borough was in existence, and the unsatisfactory nature of the roading had been the cause of considerable inconvenience and worry. Rimu street had no outlet at the town end, and residents in the street would have to travel round the Mangaorino road in order to get to town. At present foot passengers could take a short-cut through an unoccupied section and get through to Tawa street, but if this section was built on they would be compelled to go round an extra distance of three-quarters of a mile. The residents desired to purchase the section and have it dedicated as a road and requested the council to assist them. The councillors had visited the locality during the week, and personally, he was in favour of helping in the matter. [684,213,832,430]
schedule-item: King street west [374,342,429,352]
broken-text [945,1073,1097,1106]
paragraph: Maniapoto Street.—It was decided to pay Mr Rothery the balance of his contract price, and at the same time to send him a letter to the effect that £10 is to be deducted to finish off several minor matters. [684,1338,832,1400]
heading-commercial: COMMERCIAL. [219,1067,367,1085]
schedule-currency: £ [517,242,522,253]
paragraph: The directors of the Te Kuiti Dairy Factory have decided to pay out a shilling per lb butter fat to suppliers for the present month, and in view of the prospects of the industry there is every reason to anticipate the price will be maintained throughout the season. [945,1469,1097,1542]
paragraph: The Servian losses in the two-day battle preceding the surrender of Prilep were heavier than the Turks'. [839,1900,932,1953]
